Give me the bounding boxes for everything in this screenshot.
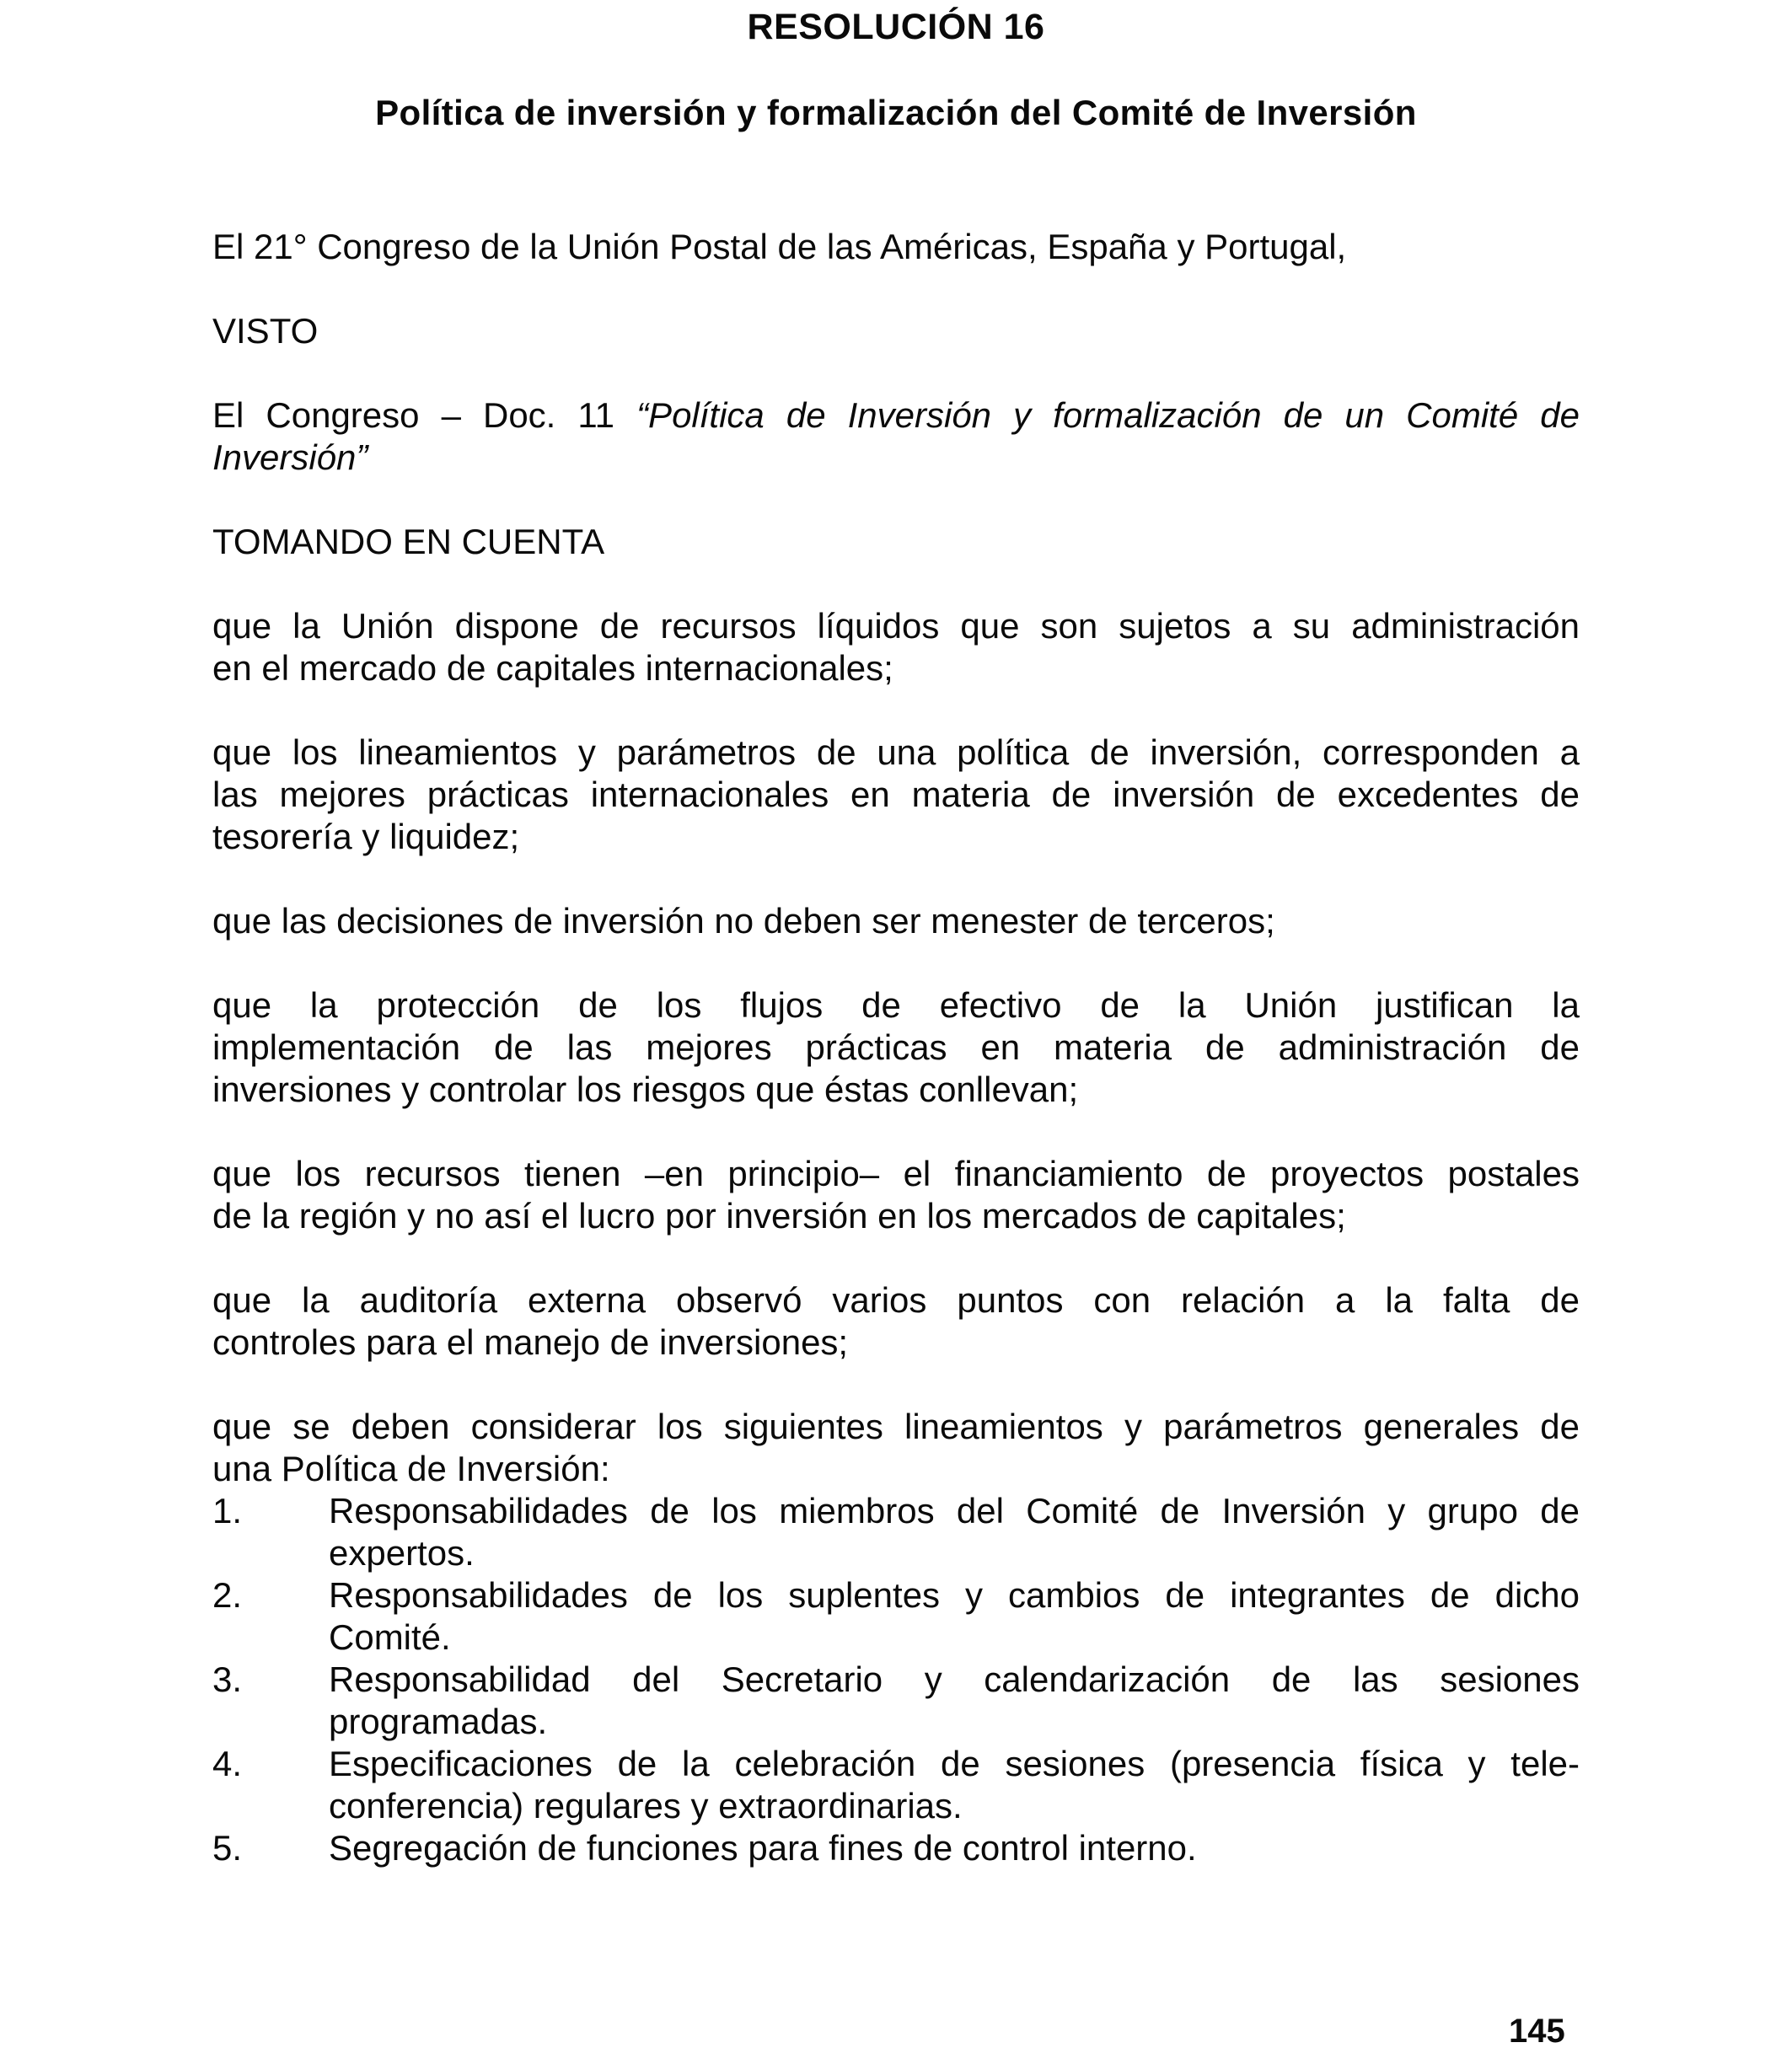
- visto-heading-text: VISTO: [212, 311, 319, 351]
- visto-paragraph: [212, 394, 1580, 479]
- consideration-line: en el mercado de capitales internacionales;: [212, 648, 893, 688]
- list-item-text: [329, 1574, 1580, 1659]
- consideration-line: que las decisiones de inversión no deben ser menester de terceros;: [212, 901, 1275, 941]
- visto-heading: [212, 310, 1580, 352]
- consideration-line: que se deben considerar los siguientes lineamientos y parámetros generales de: [212, 1407, 1580, 1446]
- intro-line: El 21° Congreso de la Unión Postal de las Américas, España y Portugal,: [212, 227, 1347, 266]
- list-item-text: [329, 1490, 1580, 1574]
- list-item-text: [329, 1659, 1580, 1743]
- consideration-line: tesorería y liquidez;: [212, 817, 520, 856]
- consideration-paragraph: [212, 1406, 1580, 1490]
- consideration-line: que la Unión dispone de recursos líquidos que son sujetos a su administración: [212, 606, 1580, 646]
- consideration-line: controles para el manejo de inversiones;: [212, 1322, 849, 1362]
- consideration-paragraph: [212, 900, 1580, 942]
- list-item-line: Responsabilidades de los suplentes y cambios de integrantes de dicho: [329, 1575, 1580, 1615]
- consideration-line: que la protección de los flujos de efectivo de la Unión justifican la: [212, 985, 1580, 1025]
- consideration-paragraph: [212, 605, 1580, 689]
- list-item-line: Comité.: [329, 1617, 451, 1657]
- list-item-number: 4.: [212, 1744, 243, 1783]
- consideration-line: inversiones y controlar los riesgos que éstas conllevan;: [212, 1070, 1079, 1109]
- page-number: 145: [1509, 2013, 1565, 2050]
- intro-paragraph: [212, 226, 1580, 268]
- consideration-paragraph: [212, 1279, 1580, 1364]
- list-item-number: 1.: [212, 1491, 243, 1531]
- consideration-line: de la región y no así el lucro por inversión en los mercados de capitales;: [212, 1196, 1346, 1236]
- tomando-heading-text: TOMANDO EN CUENTA: [212, 522, 605, 561]
- list-item-line: programadas.: [329, 1702, 548, 1741]
- list-item-line: Responsabilidades de los miembros del Comité de Inversión y grupo de: [329, 1491, 1580, 1531]
- visto-line-1: [212, 394, 1580, 437]
- visto-doc-reference: El Congreso – Doc. 11: [212, 395, 637, 435]
- list-item-number: 2.: [212, 1575, 243, 1615]
- consideration-paragraph: [212, 984, 1580, 1111]
- consideration-line: una Política de Inversión:: [212, 1449, 610, 1488]
- consideration-line: implementación de las mejores prácticas en materia de administración de: [212, 1027, 1580, 1067]
- consideration-line: las mejores prácticas internacionales en materia de inversión de excedentes de: [212, 775, 1580, 814]
- visto-line-2: Inversión”: [212, 437, 368, 477]
- resolution-title: RESOLUCIÓN 16: [747, 7, 1045, 47]
- consideration-line: que los lineamientos y parámetros de una política de inversión, corresponden a: [212, 732, 1580, 772]
- consideration-line: que la auditoría externa observó varios puntos con relación a la falta de: [212, 1280, 1580, 1320]
- consideration-paragraph: [212, 732, 1580, 858]
- list-item-text: [329, 1743, 1580, 1827]
- list-item-line: conferencia) regulares y extraordinarias.: [329, 1786, 963, 1825]
- list-item-text: [329, 1827, 1580, 1869]
- visto-doc-title: “Política de Inversión y formalización de un Comité de: [636, 395, 1580, 435]
- list-item-line: Especificaciones de la celebración de sesiones (presencia física y tele-: [329, 1744, 1580, 1783]
- list-item-number: 3.: [212, 1659, 243, 1699]
- list-item-line: Responsabilidad del Secretario y calendarización de las sesiones: [329, 1659, 1580, 1699]
- list-item-number: 5.: [212, 1828, 243, 1868]
- list-item-line: expertos.: [329, 1533, 475, 1573]
- consideration-line: que los recursos tienen –en principio– el financiamiento de proyectos postales: [212, 1154, 1580, 1193]
- list-item-line: Segregación de funciones para fines de control interno.: [329, 1828, 1197, 1868]
- tomando-heading: [212, 521, 1580, 563]
- consideration-paragraph: [212, 1153, 1580, 1237]
- resolution-subtitle: Política de inversión y formalización del Comité de Inversión: [375, 93, 1417, 132]
